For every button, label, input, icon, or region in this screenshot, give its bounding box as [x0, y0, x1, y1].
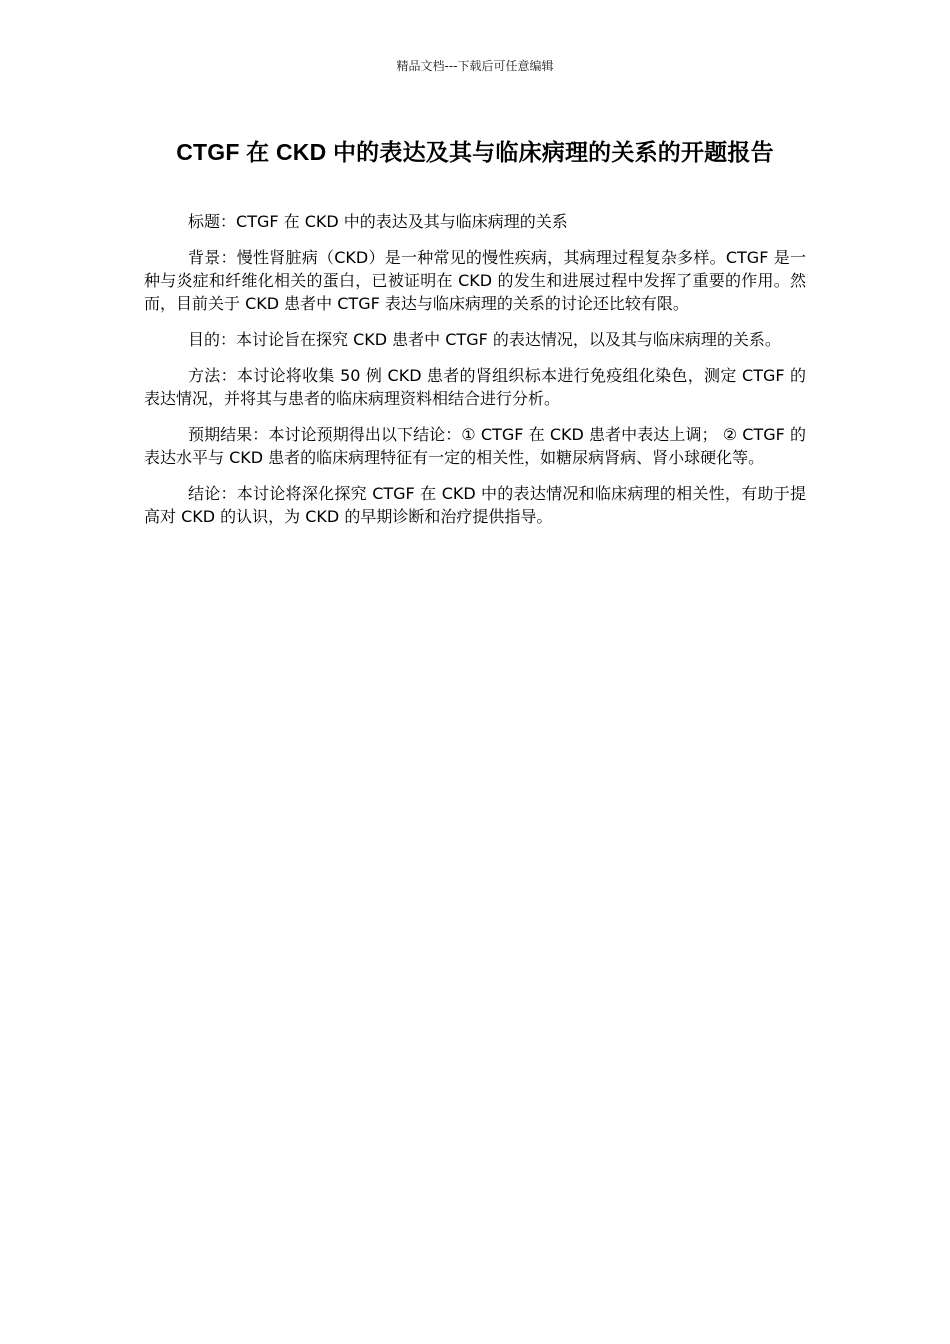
document-title: CTGF 在 CKD 中的表达及其与临床病理的关系的开题报告 [176, 139, 774, 165]
paragraph-background [144, 246, 806, 315]
page-header: 精品文档---下载后可任意编辑 [396, 59, 554, 73]
paragraph-label: 方法： [188, 366, 237, 385]
paragraph-text: CTGF 在 CKD 中的表达及其与临床病理的关系 [236, 212, 568, 231]
paragraph-text: 本讨论将收集 50 例 CKD 患者的肾组织标本进行免疫组化染色，测定 CTGF 的表达情况，并将其与患者的临床病理资料相结合进行分析。 [144, 366, 806, 408]
document-body [144, 210, 806, 541]
paragraph-label: 标题： [188, 212, 237, 231]
paragraph-label: 预期结果： [188, 425, 269, 444]
paragraph-text: 本讨论预期得出以下结论：① CTGF 在 CKD 患者中表达上调； ② CTGF 的表达水平与 CKD 患者的临床病理特征有一定的相关性，如糖尿病肾病、肾小球硬化等。 [144, 425, 806, 467]
paragraph-conclusion [144, 482, 806, 528]
paragraph-methods [144, 364, 806, 410]
paragraph-title [144, 210, 806, 233]
paragraph-label: 目的： [188, 330, 237, 349]
paragraph-label: 背景： [188, 248, 237, 267]
paragraph-text: 慢性肾脏病（CKD）是一种常见的慢性疾病，其病理过程复杂多样。CTGF 是一种与炎症和纤维化相关的蛋白，已被证明在 CKD 的发生和进展过程中发挥了重要的作用。然而，目前关于 CKD 患者中 CTGF 表达与临床病理的关系的讨论还比较有限。 [144, 248, 806, 313]
paragraph-objective [144, 328, 806, 351]
paragraph-label: 结论： [188, 484, 237, 503]
paragraph-expected-results [144, 423, 806, 469]
paragraph-text: 本讨论旨在探究 CKD 患者中 CTGF 的表达情况，以及其与临床病理的关系。 [236, 330, 781, 349]
paragraph-text: 本讨论将深化探究 CTGF 在 CKD 中的表达情况和临床病理的相关性，有助于提高对 CKD 的认识，为 CKD 的早期诊断和治疗提供指导。 [144, 484, 806, 526]
